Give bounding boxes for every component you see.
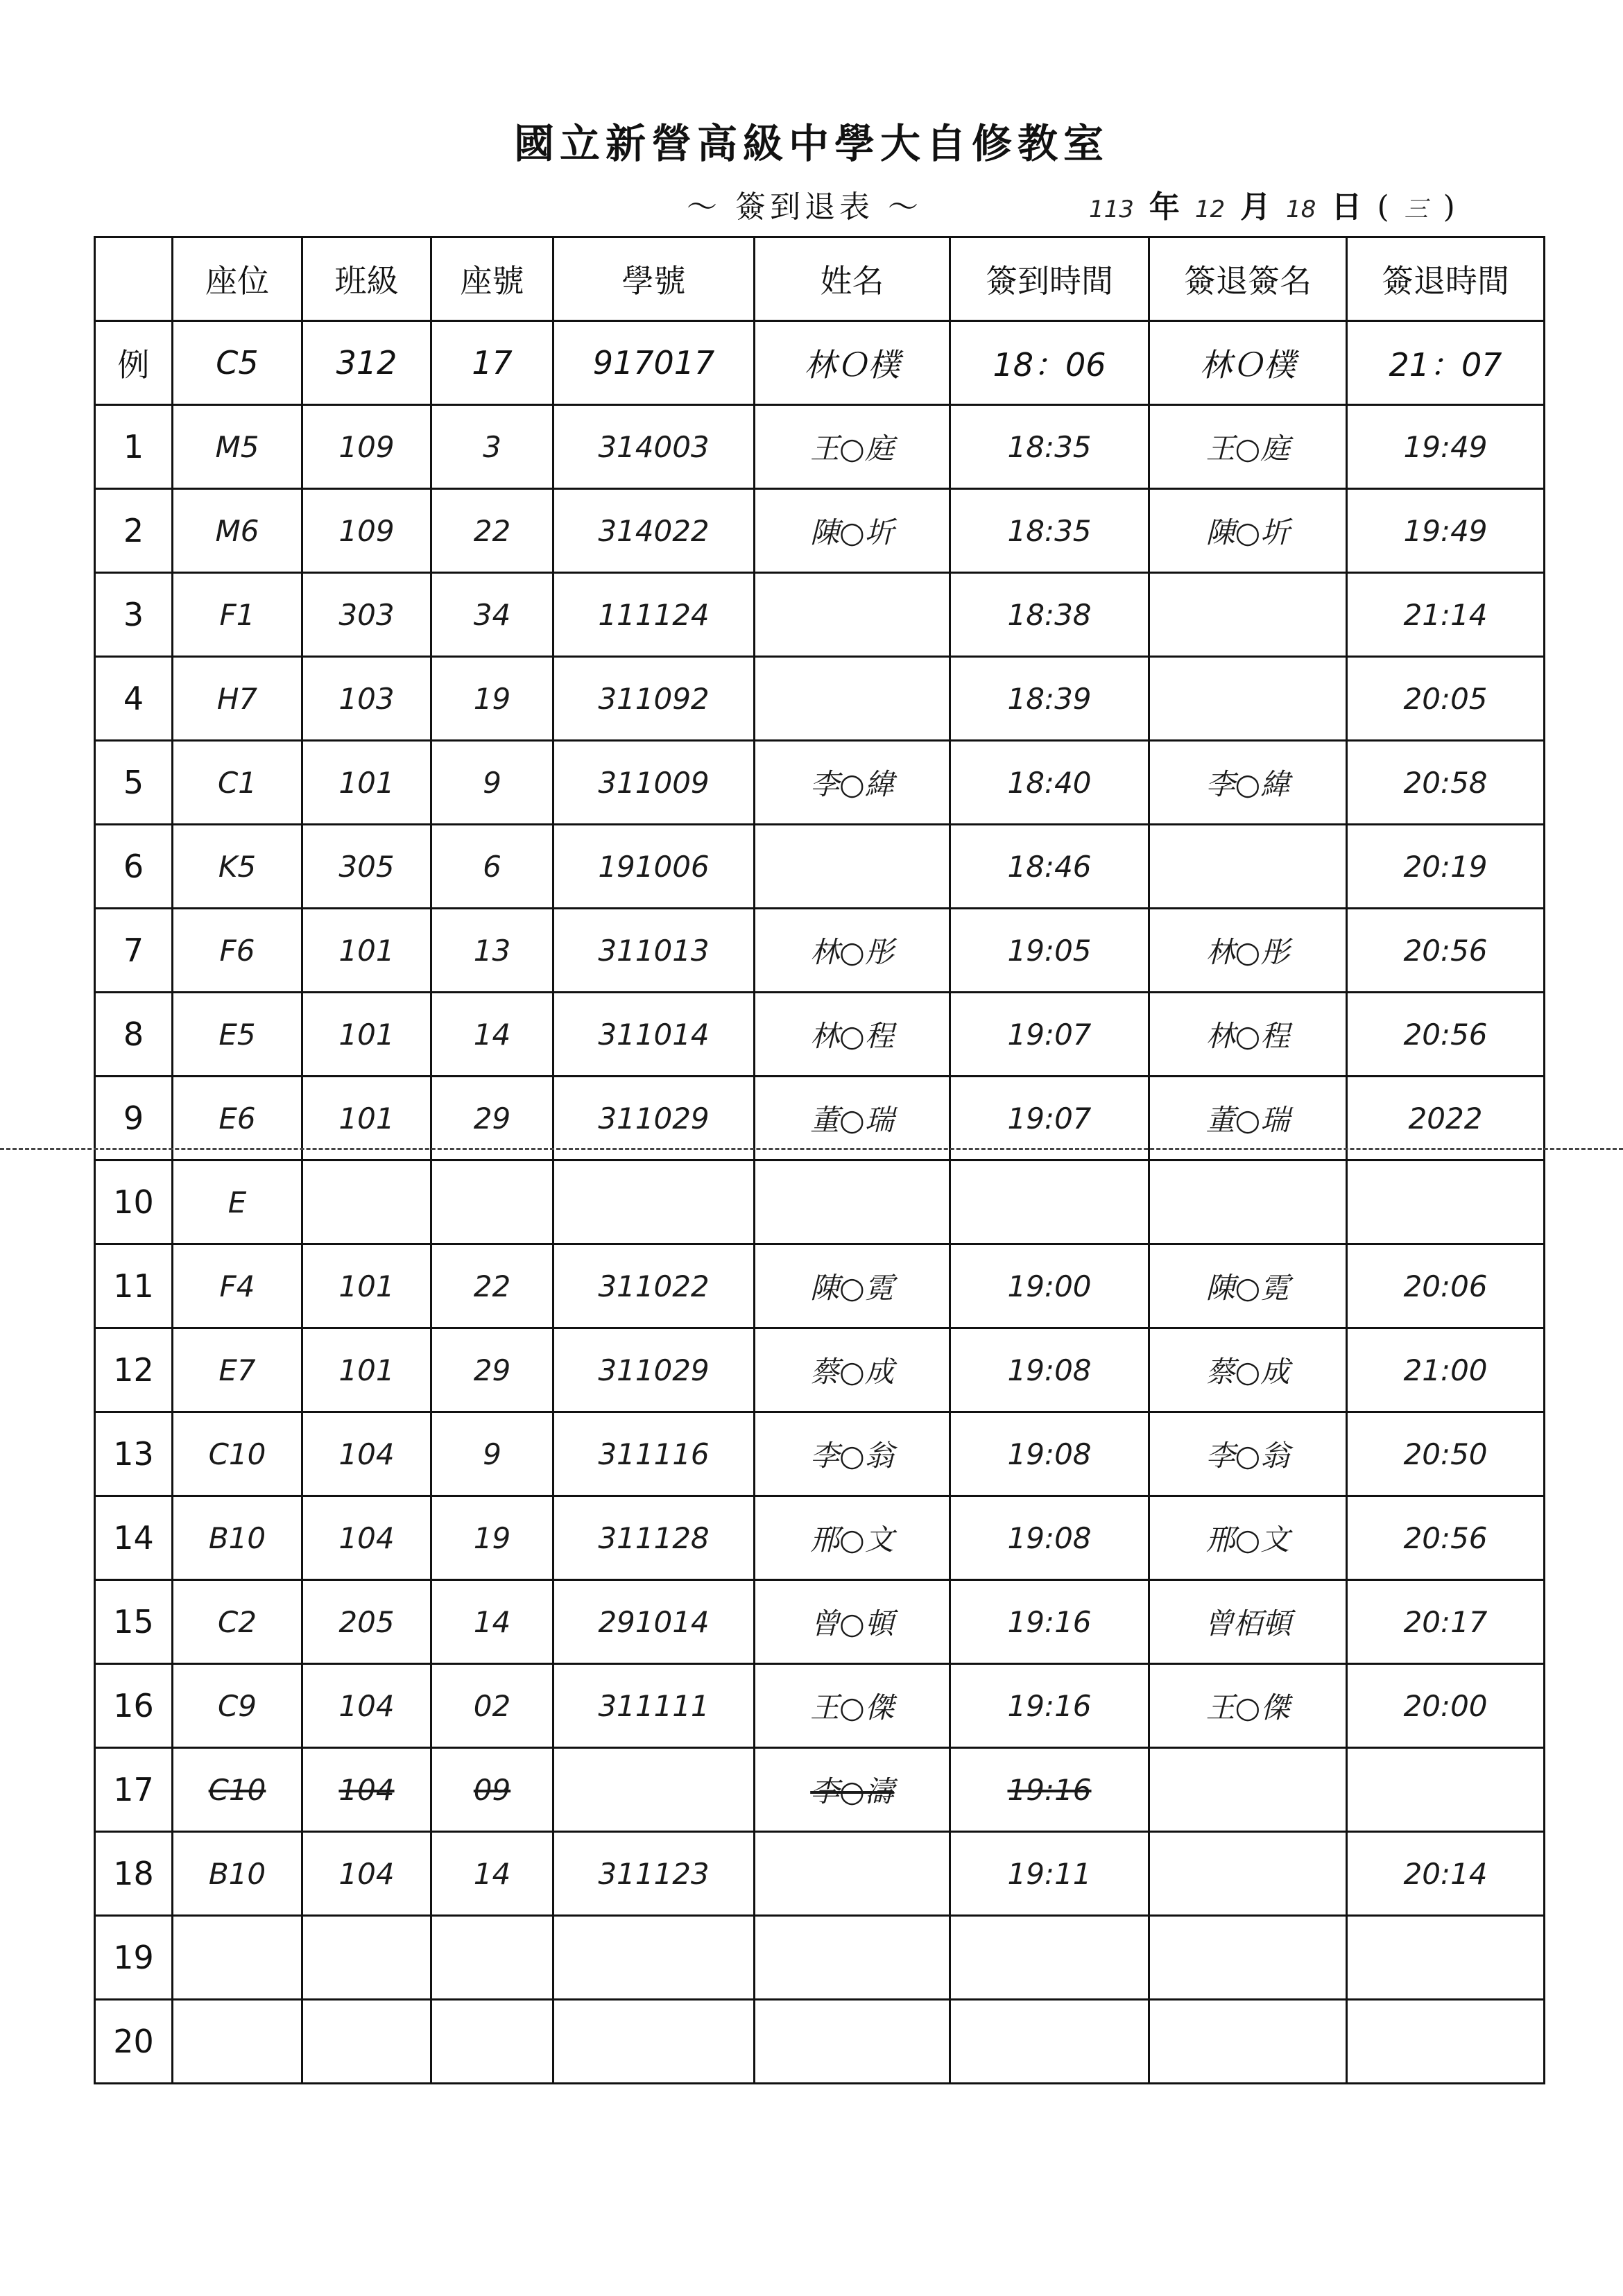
name-cell: 林○彤 <box>755 909 950 993</box>
sign-in-time-cell: 19:16 <box>950 1580 1149 1664</box>
sign-out-signature-cell <box>1149 1832 1347 1916</box>
sign-out-time-cell: 19:49 <box>1347 489 1545 573</box>
student-id-cell: 311029 <box>553 1077 755 1160</box>
name-cell: 蔡○成 <box>755 1328 950 1412</box>
sign-out-time-cell <box>1347 1916 1545 2000</box>
row-number: 3 <box>95 573 173 657</box>
table-row <box>95 909 1545 993</box>
class-cell <box>302 2000 431 2084</box>
class-cell <box>302 1160 431 1244</box>
seat-number-cell: 19 <box>431 1496 553 1580</box>
header-row <box>95 237 1545 321</box>
seat-cell: E7 <box>173 1328 302 1412</box>
date-month-label: 月 <box>1240 189 1271 225</box>
class-cell: 101 <box>302 909 431 993</box>
seat-cell: C10 <box>173 1412 302 1496</box>
seat-cell: K5 <box>173 825 302 909</box>
sign-out-signature-cell <box>1149 1916 1347 2000</box>
example-sign-out-time: 21：07 <box>1347 321 1545 405</box>
row-number: 17 <box>95 1748 173 1832</box>
example-sign-out-signature: 林Ｏ樸 <box>1149 321 1347 405</box>
example-class: 312 <box>302 321 431 405</box>
sign-out-time-cell: 20:19 <box>1347 825 1545 909</box>
sign-out-time-cell <box>1347 1160 1545 1244</box>
sign-out-time-cell: 20:06 <box>1347 1244 1545 1328</box>
seat-number-cell <box>431 1160 553 1244</box>
example-seat-number: 17 <box>431 321 553 405</box>
seat-number-cell: 6 <box>431 825 553 909</box>
sign-in-time-cell: 18:46 <box>950 825 1149 909</box>
name-cell: 曾○頓 <box>755 1580 950 1664</box>
table-row <box>95 1832 1545 1916</box>
name-cell <box>755 1160 950 1244</box>
example-label: 例 <box>95 321 173 405</box>
sign-in-time-cell: 19:08 <box>950 1412 1149 1496</box>
table-row <box>95 993 1545 1077</box>
class-cell: 104 <box>302 1412 431 1496</box>
sign-out-signature-cell: 王○庭 <box>1149 405 1347 489</box>
table-row <box>95 741 1545 825</box>
table-row <box>95 825 1545 909</box>
student-id-cell: 191006 <box>553 825 755 909</box>
example-seat: C5 <box>173 321 302 405</box>
row-number: 5 <box>95 741 173 825</box>
table-row <box>95 1160 1545 1244</box>
row-number: 9 <box>95 1077 173 1160</box>
student-id-cell <box>553 1748 755 1832</box>
student-id-cell: 311014 <box>553 993 755 1077</box>
row-number: 10 <box>95 1160 173 1244</box>
student-id-cell: 314022 <box>553 489 755 573</box>
sign-out-time-cell: 20:56 <box>1347 993 1545 1077</box>
page-subtitle: ～ 簽到退表 ～ <box>687 189 922 225</box>
seat-number-cell: 9 <box>431 1412 553 1496</box>
sign-out-time-cell <box>1347 1748 1545 1832</box>
page-title: 國立新營高級中學大自修教室 <box>513 120 1109 167</box>
header-student-id: 學號 <box>553 237 755 321</box>
seat-cell: C2 <box>173 1580 302 1664</box>
row-number: 13 <box>95 1412 173 1496</box>
sign-in-time-cell <box>950 2000 1149 2084</box>
sign-out-time-cell: 20:56 <box>1347 1496 1545 1580</box>
sign-in-time-cell <box>950 1160 1149 1244</box>
seat-number-cell: 02 <box>431 1664 553 1748</box>
sign-in-time-cell: 18:39 <box>950 657 1149 741</box>
seat-cell: E <box>173 1160 302 1244</box>
row-number: 8 <box>95 993 173 1077</box>
sign-in-time-cell: 19:00 <box>950 1244 1149 1328</box>
class-cell: 109 <box>302 405 431 489</box>
class-cell: 305 <box>302 825 431 909</box>
name-cell: 邢○文 <box>755 1496 950 1580</box>
name-cell <box>755 573 950 657</box>
seat-cell: F4 <box>173 1244 302 1328</box>
row-number: 12 <box>95 1328 173 1412</box>
seat-number-cell <box>431 1916 553 2000</box>
sign-out-signature-cell <box>1149 825 1347 909</box>
sign-out-signature-cell: 董○瑞 <box>1149 1077 1347 1160</box>
name-cell: 陳○霓 <box>755 1244 950 1328</box>
seat-number-cell: 14 <box>431 1832 553 1916</box>
sign-out-time-cell: 2022 <box>1347 1077 1545 1160</box>
sign-out-signature-cell <box>1149 1748 1347 1832</box>
name-cell: 李○濤 <box>755 1748 950 1832</box>
header-sign-out-time: 簽退時間 <box>1347 237 1545 321</box>
row-number: 15 <box>95 1580 173 1664</box>
student-id-cell: 311022 <box>553 1244 755 1328</box>
sign-out-signature-cell <box>1149 2000 1347 2084</box>
sign-out-signature-cell: 陳○圻 <box>1149 489 1347 573</box>
name-cell <box>755 2000 950 2084</box>
seat-cell: C9 <box>173 1664 302 1748</box>
seat-number-cell: 13 <box>431 909 553 993</box>
date-year: 113 <box>1089 196 1134 223</box>
table-row <box>95 1664 1545 1748</box>
table-row <box>95 489 1545 573</box>
class-cell: 303 <box>302 573 431 657</box>
table-row <box>95 573 1545 657</box>
date-day-label: 日 <box>1331 189 1362 225</box>
seat-number-cell: 09 <box>431 1748 553 1832</box>
seat-cell: F1 <box>173 573 302 657</box>
row-number: 6 <box>95 825 173 909</box>
name-cell: 董○瑞 <box>755 1077 950 1160</box>
class-cell: 109 <box>302 489 431 573</box>
class-cell: 101 <box>302 741 431 825</box>
sign-out-time-cell: 21:14 <box>1347 573 1545 657</box>
sign-out-time-cell: 20:14 <box>1347 1832 1545 1916</box>
class-cell: 104 <box>302 1496 431 1580</box>
row-number: 2 <box>95 489 173 573</box>
table-row <box>95 1748 1545 1832</box>
seat-number-cell: 34 <box>431 573 553 657</box>
header-class: 班級 <box>302 237 431 321</box>
student-id-cell: 311111 <box>553 1664 755 1748</box>
seat-cell: E5 <box>173 993 302 1077</box>
name-cell <box>755 657 950 741</box>
sign-in-table <box>94 236 1545 2084</box>
cut-line <box>0 1148 1623 1150</box>
class-cell: 101 <box>302 1077 431 1160</box>
student-id-cell: 311123 <box>553 1832 755 1916</box>
sign-in-time-cell: 19:16 <box>950 1748 1149 1832</box>
seat-number-cell: 22 <box>431 489 553 573</box>
sign-out-signature-cell: 王○傑 <box>1149 1664 1347 1748</box>
class-cell: 104 <box>302 1748 431 1832</box>
sign-out-signature-cell <box>1149 573 1347 657</box>
student-id-cell: 111124 <box>553 573 755 657</box>
table-row <box>95 1580 1545 1664</box>
seat-cell: E6 <box>173 1077 302 1160</box>
seat-cell: C1 <box>173 741 302 825</box>
row-number: 14 <box>95 1496 173 1580</box>
sign-out-signature-cell: 邢○文 <box>1149 1496 1347 1580</box>
class-cell: 101 <box>302 1328 431 1412</box>
seat-number-cell: 29 <box>431 1077 553 1160</box>
example-name: 林Ｏ樸 <box>755 321 950 405</box>
student-id-cell: 311029 <box>553 1328 755 1412</box>
seat-number-cell: 22 <box>431 1244 553 1328</box>
sign-in-time-cell <box>950 1916 1149 2000</box>
sign-out-time-cell: 20:00 <box>1347 1664 1545 1748</box>
sign-out-signature-cell: 林○程 <box>1149 993 1347 1077</box>
class-cell: 205 <box>302 1580 431 1664</box>
table-row <box>95 1916 1545 2000</box>
sign-in-time-cell: 19:11 <box>950 1832 1149 1916</box>
name-cell: 陳○圻 <box>755 489 950 573</box>
example-student-id: 917017 <box>553 321 755 405</box>
row-number: 7 <box>95 909 173 993</box>
seat-number-cell: 3 <box>431 405 553 489</box>
sign-out-time-cell: 20:58 <box>1347 741 1545 825</box>
table-row <box>95 2000 1545 2084</box>
seat-cell: B10 <box>173 1832 302 1916</box>
sign-out-signature-cell: 李○翁 <box>1149 1412 1347 1496</box>
student-id-cell: 311116 <box>553 1412 755 1496</box>
student-id-cell <box>553 2000 755 2084</box>
name-cell: 李○翁 <box>755 1412 950 1496</box>
row-number: 1 <box>95 405 173 489</box>
seat-cell: M5 <box>173 405 302 489</box>
date-weekday: 三 <box>1404 196 1428 223</box>
date-month: 12 <box>1194 196 1226 223</box>
class-cell: 103 <box>302 657 431 741</box>
date-weekday-open: ( <box>1377 189 1389 225</box>
sign-out-time-cell: 20:56 <box>1347 909 1545 993</box>
table-row <box>95 1496 1545 1580</box>
sign-out-signature-cell <box>1149 1160 1347 1244</box>
student-id-cell <box>553 1160 755 1244</box>
table-row <box>95 1328 1545 1412</box>
sign-in-time-cell: 18:38 <box>950 573 1149 657</box>
sign-out-time-cell: 20:50 <box>1347 1412 1545 1496</box>
date-day: 18 <box>1286 196 1316 223</box>
header-cell <box>95 237 173 321</box>
class-cell: 101 <box>302 1244 431 1328</box>
row-number: 20 <box>95 2000 173 2084</box>
header-seat: 座位 <box>173 237 302 321</box>
class-cell: 101 <box>302 993 431 1077</box>
table-row <box>95 657 1545 741</box>
sign-out-time-cell: 21:00 <box>1347 1328 1545 1412</box>
seat-cell <box>173 2000 302 2084</box>
student-id-cell: 291014 <box>553 1580 755 1664</box>
sign-out-time-cell: 20:05 <box>1347 657 1545 741</box>
sign-in-time-cell: 18:35 <box>950 405 1149 489</box>
header-sign-out-signature: 簽退簽名 <box>1149 237 1347 321</box>
seat-cell: F6 <box>173 909 302 993</box>
name-cell <box>755 1832 950 1916</box>
date-line <box>1089 182 1455 226</box>
sign-out-signature-cell: 陳○霓 <box>1149 1244 1347 1328</box>
example-row <box>95 321 1545 405</box>
sign-in-time-cell: 19:08 <box>950 1328 1149 1412</box>
seat-number-cell: 19 <box>431 657 553 741</box>
seat-number-cell: 29 <box>431 1328 553 1412</box>
seat-cell <box>173 1916 302 2000</box>
class-cell <box>302 1916 431 2000</box>
sign-in-time-cell: 18:40 <box>950 741 1149 825</box>
sign-out-time-cell <box>1347 2000 1545 2084</box>
row-number: 18 <box>95 1832 173 1916</box>
table-row <box>95 405 1545 489</box>
name-cell: 王○傑 <box>755 1664 950 1748</box>
student-id-cell: 311009 <box>553 741 755 825</box>
row-number: 19 <box>95 1916 173 2000</box>
seat-number-cell: 14 <box>431 993 553 1077</box>
seat-number-cell: 14 <box>431 1580 553 1664</box>
seat-cell: C10 <box>173 1748 302 1832</box>
student-id-cell: 311013 <box>553 909 755 993</box>
row-number: 11 <box>95 1244 173 1328</box>
name-cell: 林○程 <box>755 993 950 1077</box>
row-number: 16 <box>95 1664 173 1748</box>
sign-out-signature-cell <box>1149 657 1347 741</box>
sign-out-signature-cell: 林○彤 <box>1149 909 1347 993</box>
sign-out-time-cell: 19:49 <box>1347 405 1545 489</box>
name-cell <box>755 1916 950 2000</box>
seat-number-cell: 9 <box>431 741 553 825</box>
example-sign-in-time: 18：06 <box>950 321 1149 405</box>
sign-in-time-cell: 19:05 <box>950 909 1149 993</box>
header-name: 姓名 <box>755 237 950 321</box>
student-id-cell: 311092 <box>553 657 755 741</box>
date-weekday-close: ) <box>1443 189 1455 225</box>
sign-in-time-cell: 19:07 <box>950 993 1149 1077</box>
student-id-cell <box>553 1916 755 2000</box>
table-row <box>95 1412 1545 1496</box>
sign-in-time-cell: 19:07 <box>950 1077 1149 1160</box>
sign-in-time-cell: 18:35 <box>950 489 1149 573</box>
seat-cell: H7 <box>173 657 302 741</box>
sign-out-signature-cell: 蔡○成 <box>1149 1328 1347 1412</box>
name-cell: 王○庭 <box>755 405 950 489</box>
student-id-cell: 311128 <box>553 1496 755 1580</box>
name-cell: 李○緯 <box>755 741 950 825</box>
sign-in-time-cell: 19:16 <box>950 1664 1149 1748</box>
class-cell: 104 <box>302 1832 431 1916</box>
seat-cell: B10 <box>173 1496 302 1580</box>
class-cell: 104 <box>302 1664 431 1748</box>
sign-out-signature-cell: 李○緯 <box>1149 741 1347 825</box>
sign-in-time-cell: 19:08 <box>950 1496 1149 1580</box>
sign-out-time-cell: 20:17 <box>1347 1580 1545 1664</box>
row-number: 4 <box>95 657 173 741</box>
name-cell <box>755 825 950 909</box>
table-row <box>95 1244 1545 1328</box>
header-sign-in-time: 簽到時間 <box>950 237 1149 321</box>
date-year-label: 年 <box>1149 189 1180 225</box>
sign-out-signature-cell: 曾栢頓 <box>1149 1580 1347 1664</box>
student-id-cell: 314003 <box>553 405 755 489</box>
seat-cell: M6 <box>173 489 302 573</box>
seat-number-cell <box>431 2000 553 2084</box>
header-seat-number: 座號 <box>431 237 553 321</box>
